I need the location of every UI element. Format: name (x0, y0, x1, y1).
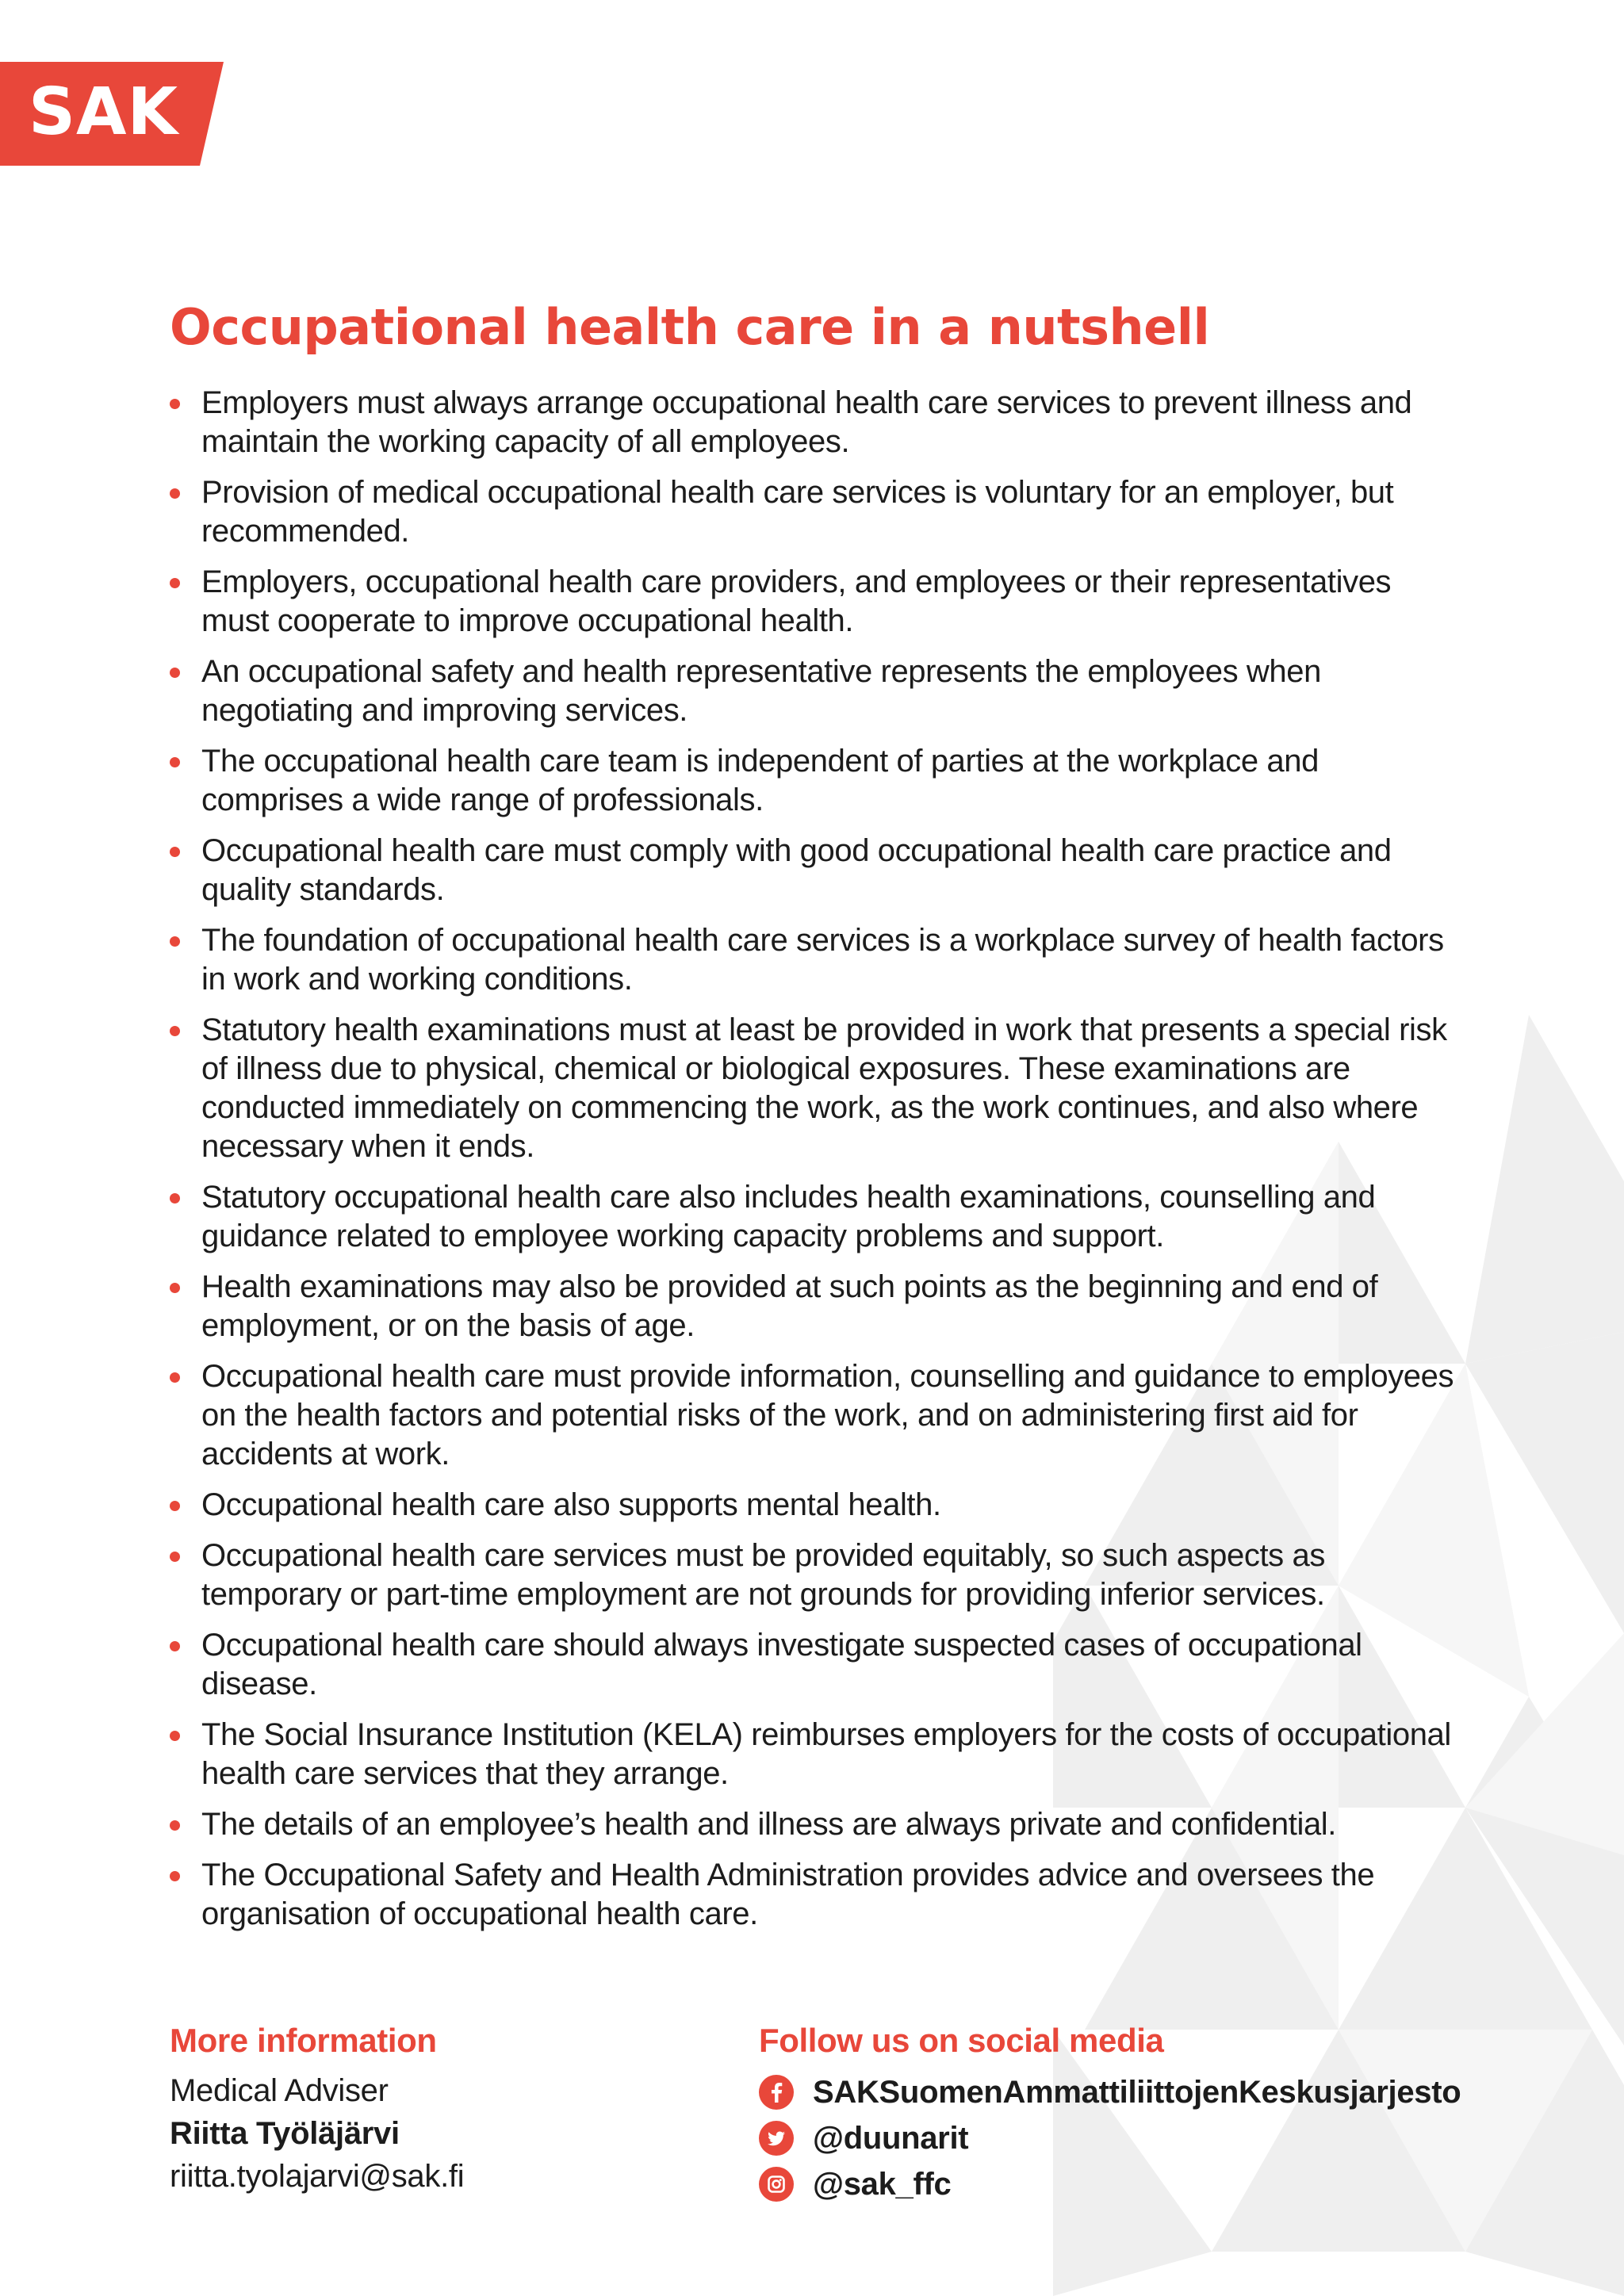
bullet-item: An occupational safety and health representative represents the employees when negotiating and improving services. (170, 652, 1462, 730)
instagram-handle: @sak_ffc (813, 2166, 952, 2202)
bullet-item: The Occupational Safety and Health Administration provides advice and oversees the organisation of occupational health care. (170, 1856, 1462, 1934)
social-facebook[interactable] (759, 2069, 1591, 2115)
sak-logo (0, 62, 224, 166)
bullet-list (170, 384, 1462, 1946)
facebook-handle: SAKSuomenAmmattiliittojenKeskusjarjesto (813, 2074, 1461, 2110)
bullet-item: Statutory health examinations must at least be provided in work that presents a special risk of illness due to physical, chemical or biological exposures. These examinations are conducted immediately on commencing the work, as the work continues, and also where necessary when it ends. (170, 1011, 1462, 1166)
bullet-item: Occupational health care should always investigate suspected cases of occupational disease. (170, 1626, 1462, 1704)
bullet-item: The details of an employee’s health and illness are always private and confidential. (170, 1805, 1462, 1844)
bullet-item: Provision of medical occupational health care services is voluntary for an employer, but recommended. (170, 473, 1462, 551)
contact-role: Medical Adviser (170, 2073, 389, 2108)
bullet-item: Statutory occupational health care also includes health examinations, counselling and guidance related to employee working capacity problems and support. (170, 1178, 1462, 1256)
bullet-item: Health examinations may also be provided at such points as the beginning and end of employment, or on the basis of age. (170, 1268, 1462, 1345)
bullet-item: Employers must always arrange occupational health care services to prevent illness and maintain the working capacity of all employees. (170, 384, 1462, 461)
bullet-item: The occupational health care team is independent of parties at the workplace and comprises a wide range of professionals. (170, 742, 1462, 820)
bullet-item: Occupational health care also supports mental health. (170, 1486, 1462, 1525)
bullet-item: The foundation of occupational health care services is a workplace survey of health factors in work and working conditions. (170, 921, 1462, 999)
bullet-item: Occupational health care must comply with good occupational health care practice and quality standards. (170, 832, 1462, 909)
social-twitter[interactable] (759, 2115, 1591, 2161)
more-information-section (170, 2019, 709, 2198)
social-media-section (759, 2019, 1591, 2207)
instagram-icon (759, 2167, 794, 2202)
twitter-handle: @duunarit (813, 2120, 969, 2156)
bullet-item: Occupational health care must provide information, counselling and guidance to employees on the health factors and potential risks of the work, and on administering first aid for accidents at work. (170, 1357, 1462, 1474)
bullet-item: The Social Insurance Institution (KELA) reimburses employers for the costs of occupational health care services that they arrange. (170, 1716, 1462, 1793)
page-title: Occupational health care in a nutshell (170, 298, 1210, 356)
contact-email[interactable]: riitta.tyolajarvi@sak.fi (170, 2159, 465, 2194)
contact-name: Riitta Työläjärvi (170, 2116, 400, 2151)
logo-text: SAK (29, 75, 179, 150)
social-instagram[interactable] (759, 2161, 1591, 2207)
more-information-heading: More information (170, 2022, 437, 2059)
social-media-heading: Follow us on social media (759, 2022, 1164, 2059)
bullet-item: Occupational health care services must be provided equitably, so such aspects as temporary or part-time employment are not grounds for providing inferior services. (170, 1536, 1462, 1614)
bullet-item: Employers, occupational health care providers, and employees or their representatives must cooperate to improve occupational health. (170, 563, 1462, 641)
facebook-icon (759, 2075, 794, 2110)
twitter-icon (759, 2121, 794, 2156)
